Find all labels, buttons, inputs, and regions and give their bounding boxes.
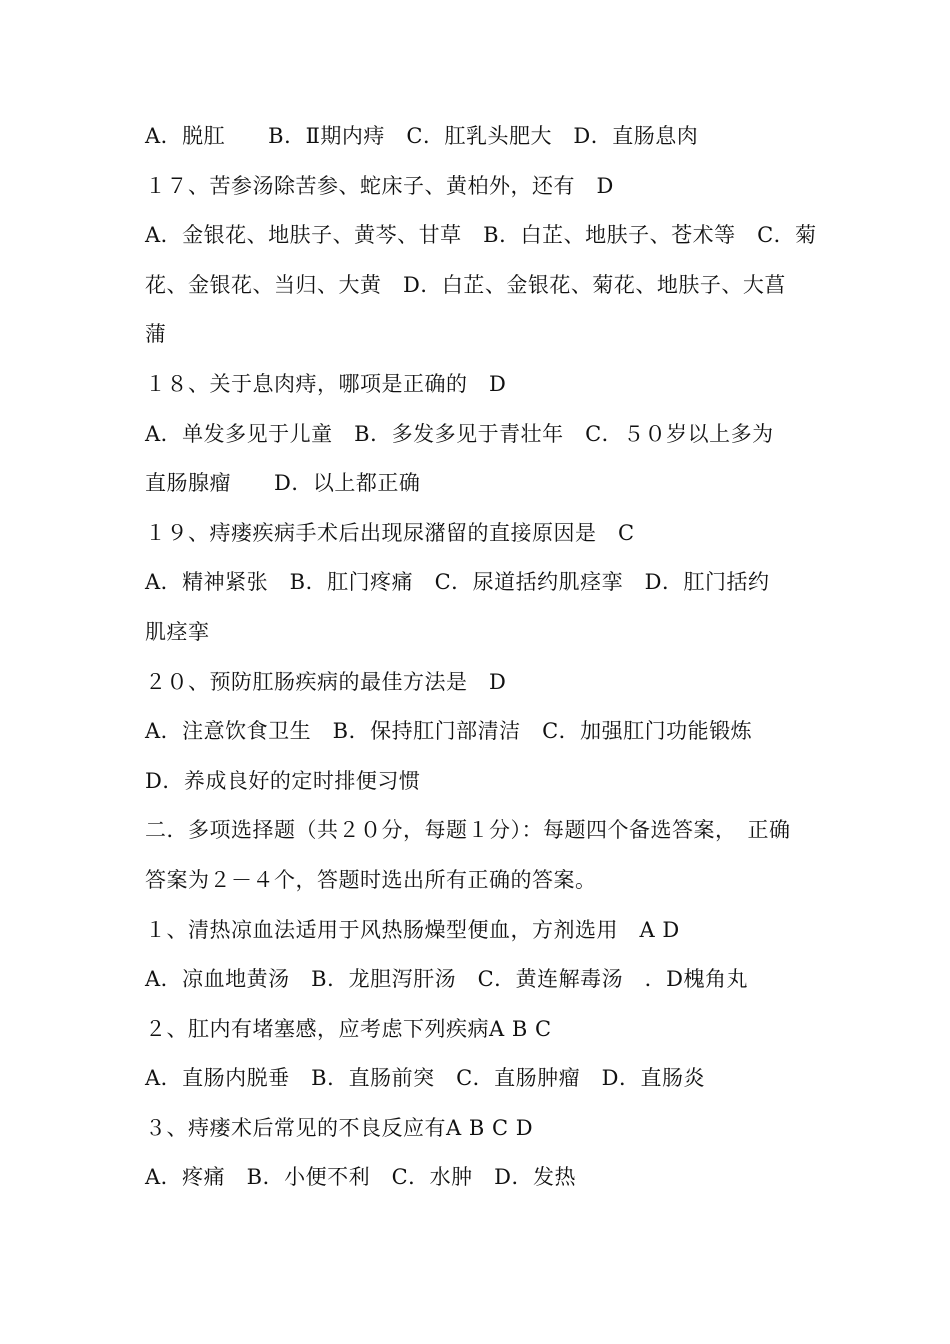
text-line: ２０、预防肛肠疾病的最佳方法是 D — [145, 669, 507, 694]
text-line: 二．多项选择题（共２０分，每题１分）：每题四个备选答案， 正确 — [145, 818, 791, 843]
text-line: A．精神紧张 B．肛门疼痛 C．尿道括约肌痉挛 D．肛门括约 — [145, 570, 770, 595]
text-line: A．疼痛 B．小便不利 C．水肿 D．发热 — [145, 1165, 577, 1190]
text-line: 答案为２－４个，答题时选出所有正确的答案。 — [145, 867, 597, 892]
text-line: １９、痔瘘疾病手术后出现尿潴留的直接原因是 C — [145, 520, 635, 545]
text-line: ２、肛内有堵塞感，应考虑下列疾病A B C — [145, 1016, 552, 1041]
text-line: A．注意饮食卫生 B．保持肛门部清洁 C．加强肛门功能锻炼 — [145, 719, 753, 744]
text-line: A．金银花、地肤子、黄芩、甘草 B．白芷、地肤子、苍术等 C．菊 — [145, 223, 817, 248]
text-line: ３、痔瘘术后常见的不良反应有A B C D — [145, 1115, 534, 1140]
text-line: １７、苦参汤除苦参、蛇床子、黄柏外，还有 D — [145, 173, 614, 198]
text-line: A．单发多见于儿童 B．多发多见于青壮年 C．５０岁以上多为 — [145, 421, 774, 446]
text-line: A．凉血地黄汤 B．龙胆泻肝汤 C．黄连解毒汤 ．D槐角丸 — [145, 967, 749, 992]
text-line: １、清热凉血法适用于风热肠燥型便血，方剂选用 A D — [145, 917, 680, 942]
text-line: D．养成良好的定时排便习惯 — [145, 768, 421, 793]
text-line: A．脱肛 B．Ⅱ期内痔 C．肛乳头肥大 D．直肠息肉 — [145, 124, 699, 148]
text-line: 花、金银花、当归、大黄 D．白芷、金银花、菊花、地肤子、大菖 — [145, 272, 786, 297]
text-line: A．直肠内脱垂 B．直肠前突 C．直肠肿瘤 D．直肠炎 — [145, 1066, 706, 1091]
document-body — [145, 112, 815, 1203]
text-line: 蒲 — [145, 322, 167, 347]
text-line: 直肠腺瘤 D．以上都正确 — [145, 471, 421, 496]
text-line: 肌痉挛 — [145, 619, 210, 644]
text-line: １８、关于息肉痔，哪项是正确的 D — [145, 371, 507, 396]
